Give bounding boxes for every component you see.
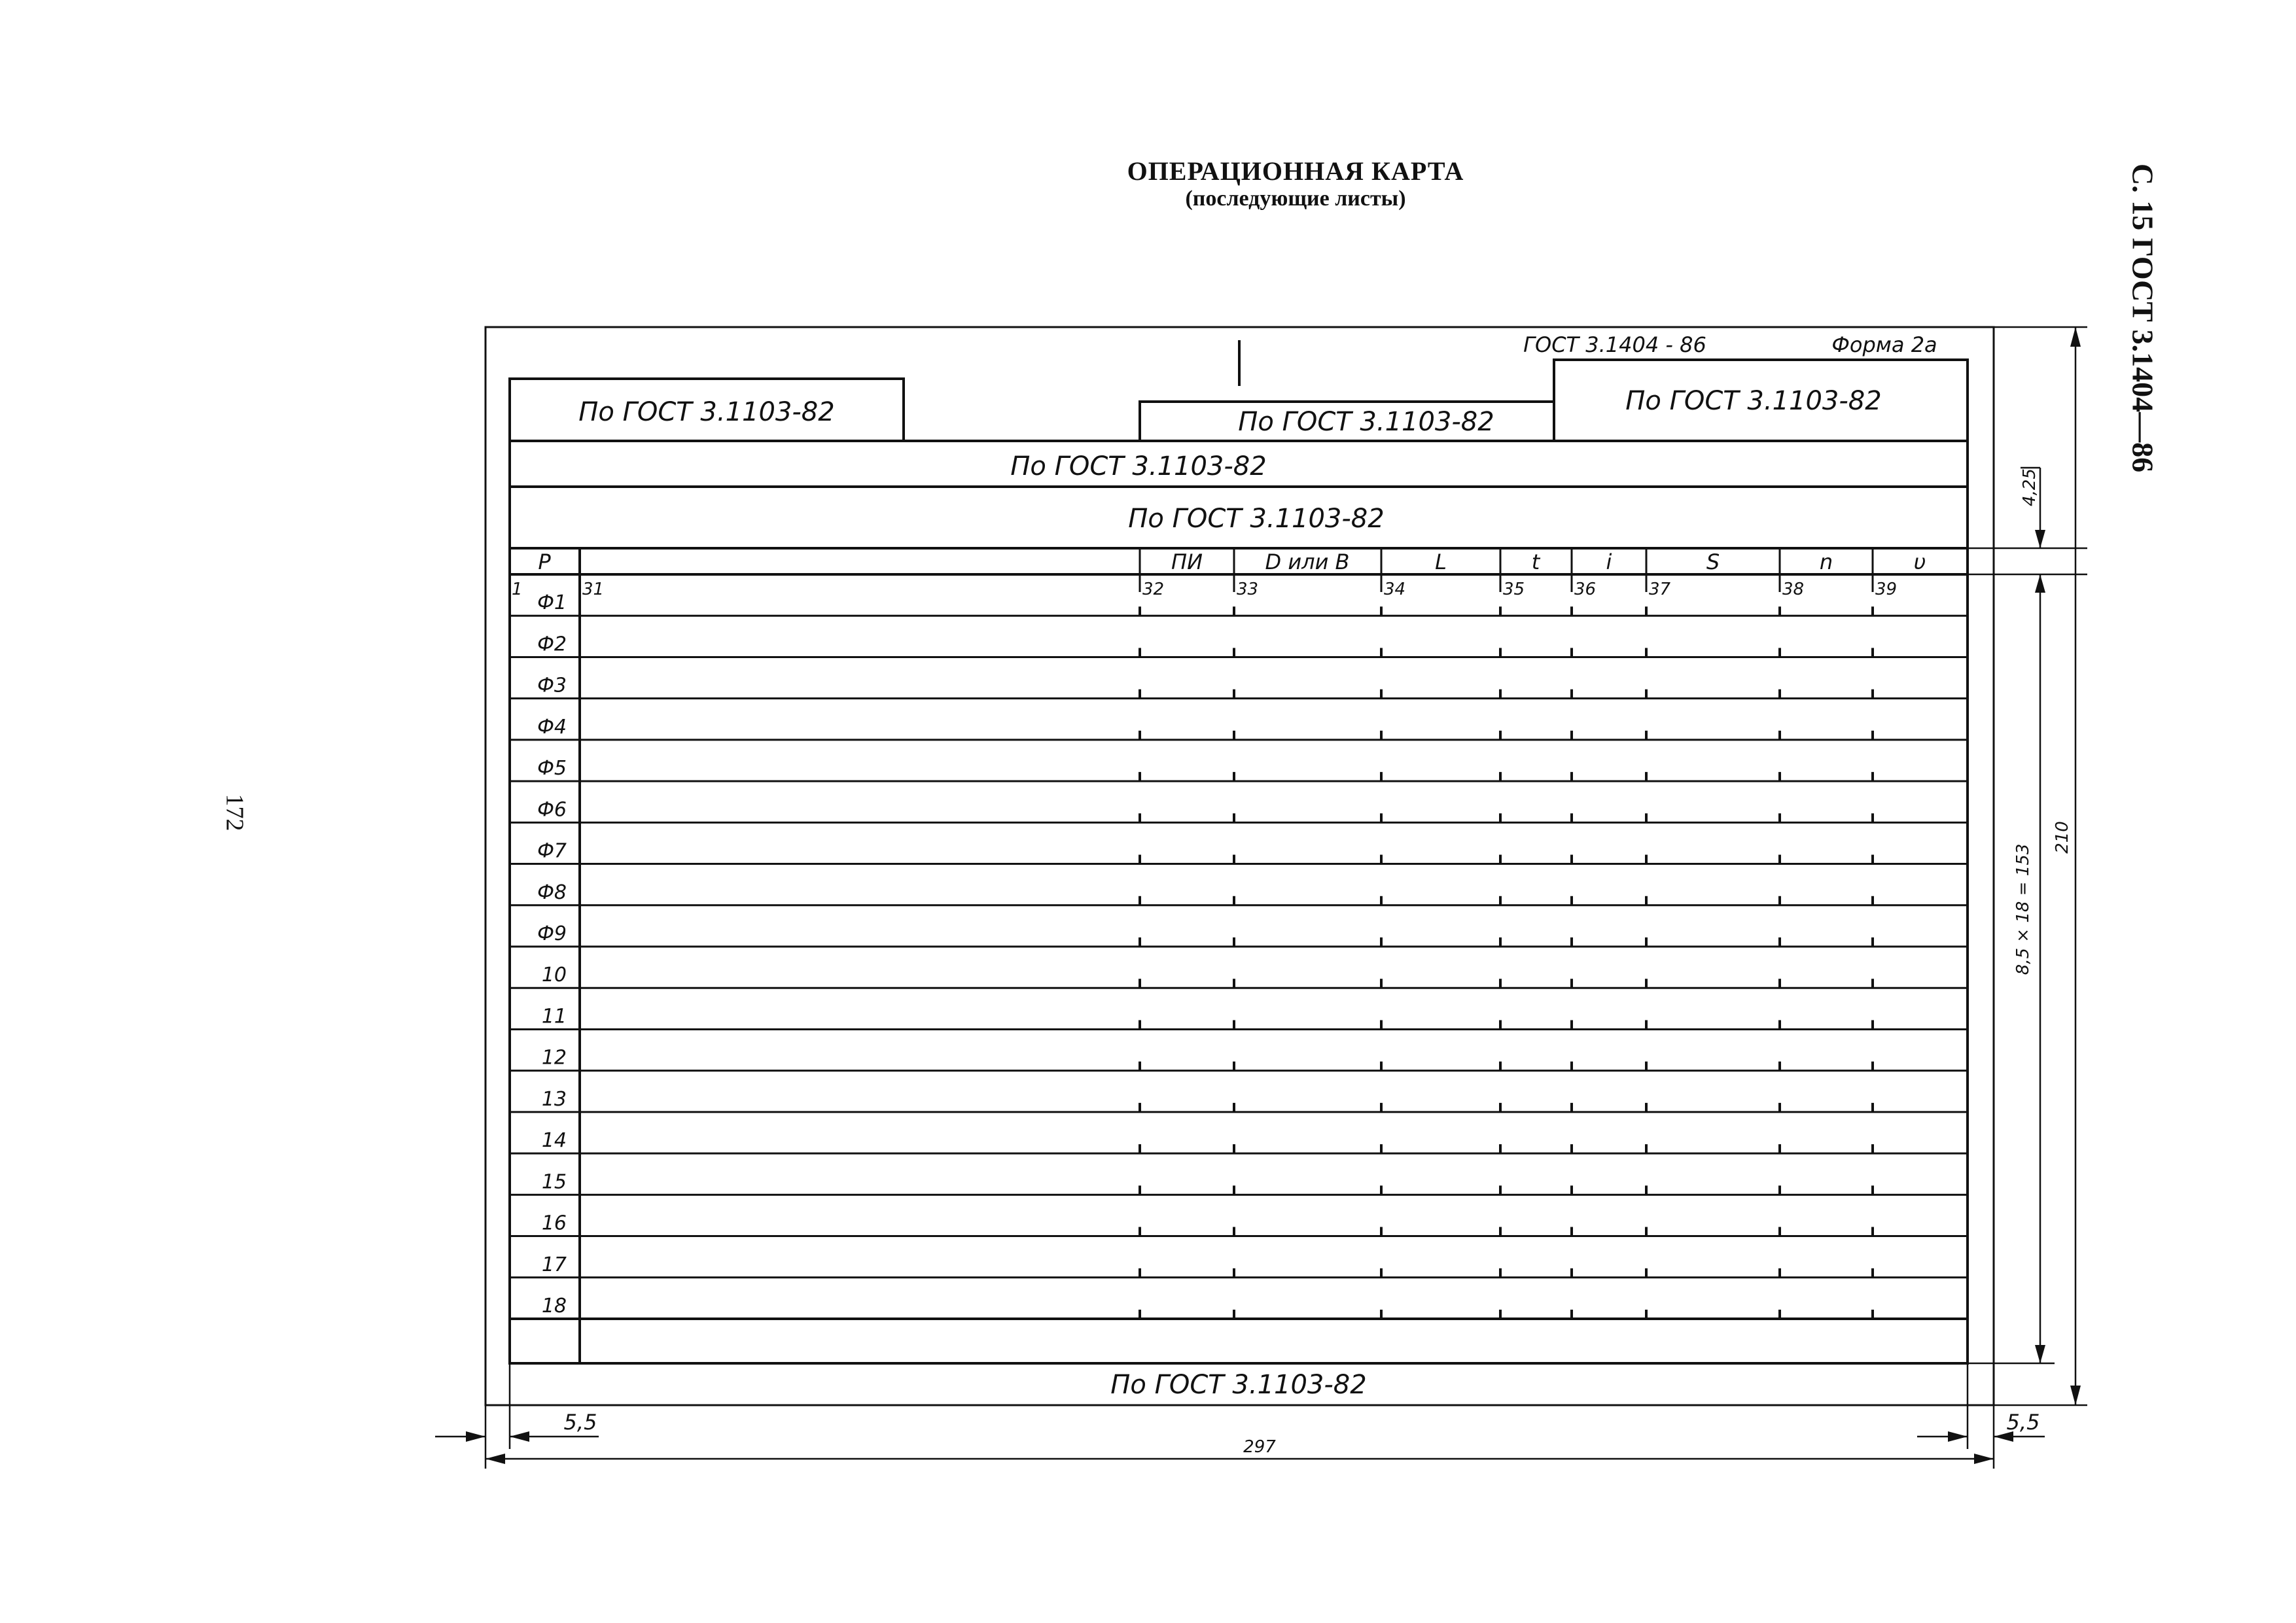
ref-text-row2: По ГОСТ 3.1103-82 xyxy=(1128,504,1385,534)
row-label: Ф9 xyxy=(537,922,567,945)
ref-text-middle: По ГОСТ 3.1103-82 xyxy=(1238,407,1494,437)
col-number: 32 xyxy=(1142,580,1165,599)
col-header-t: t xyxy=(1531,550,1540,574)
side-standard-label: С. 15 ГОСТ 3.1404—86 xyxy=(2126,164,2160,473)
row-label: 11 xyxy=(541,1005,567,1028)
col-header-p: Р xyxy=(538,550,551,574)
col-number: 39 xyxy=(1875,580,1898,599)
row-label: 12 xyxy=(541,1046,567,1070)
col-header-n: n xyxy=(1819,550,1833,574)
row-label: 18 xyxy=(541,1295,567,1318)
col-number: 37 xyxy=(1649,580,1671,599)
dim-right-margin: 5,5 xyxy=(2006,1410,2040,1435)
col-header-pi: ПИ xyxy=(1171,550,1203,574)
row-label: Ф7 xyxy=(537,839,567,863)
col-number: 34 xyxy=(1384,580,1406,599)
row-label: 17 xyxy=(541,1253,567,1276)
page-number: 172 xyxy=(221,794,249,831)
row-label: 14 xyxy=(541,1129,567,1153)
col-number: 36 xyxy=(1574,580,1597,599)
col-header-i: i xyxy=(1606,550,1612,574)
row-label: Ф2 xyxy=(537,633,567,656)
col-header-s: S xyxy=(1706,550,1720,574)
row-label: 16 xyxy=(541,1212,567,1235)
form-standard: ГОСТ 3.1404 - 86 xyxy=(1523,332,1706,357)
col-number: 1 xyxy=(512,580,523,599)
dim-rows-height: 8,5 × 18 = 153 xyxy=(2013,843,2033,975)
outer-frame xyxy=(486,327,1994,1405)
dim-left-margin: 5,5 xyxy=(563,1410,597,1435)
row-label: Ф6 xyxy=(537,798,567,822)
ref-text-row1: По ГОСТ 3.1103-82 xyxy=(1010,451,1267,481)
dim-total-width: 297 xyxy=(1243,1437,1276,1457)
col-number: 35 xyxy=(1503,580,1525,599)
col-header-v: υ xyxy=(1913,550,1926,574)
row-label: 15 xyxy=(541,1170,567,1194)
dim-total-height: 210 xyxy=(2053,821,2072,854)
page-subtitle: (последующие листы) xyxy=(1185,186,1406,211)
row-label: Ф4 xyxy=(537,715,567,739)
form-label: Форма 2а xyxy=(1831,332,1937,357)
page-title: ОПЕРАЦИОННАЯ КАРТА xyxy=(1127,156,1464,186)
ref-text-footer: По ГОСТ 3.1103-82 xyxy=(1110,1370,1367,1400)
row-label: 13 xyxy=(541,1087,567,1111)
col-number: 33 xyxy=(1237,580,1259,599)
col-header-l: L xyxy=(1435,550,1447,574)
row-label: Ф1 xyxy=(537,591,567,615)
col-number: 38 xyxy=(1782,580,1805,599)
row-label: 10 xyxy=(541,964,567,987)
ref-text-right: По ГОСТ 3.1103-82 xyxy=(1625,386,1882,416)
col-number: 31 xyxy=(582,580,605,599)
row-label: Ф3 xyxy=(537,674,567,697)
col-header-d-or-b: D или B xyxy=(1265,550,1350,574)
row-label: Ф8 xyxy=(537,881,567,904)
row-label: Ф5 xyxy=(537,757,567,780)
ref-text-left: По ГОСТ 3.1103-82 xyxy=(578,397,835,427)
dim-header-height: 4,25 xyxy=(2020,468,2040,506)
